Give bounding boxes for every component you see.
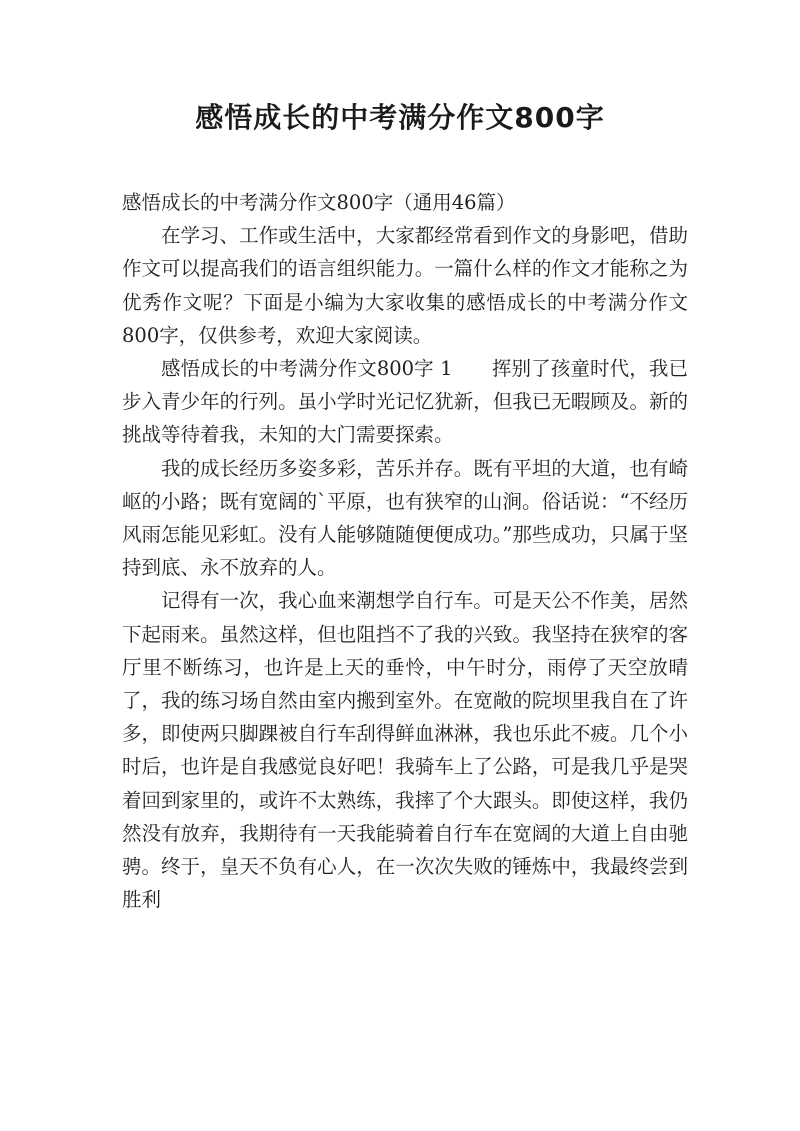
essay-1-opening-paragraph: 感悟成长的中考满分作文800字 1 挥别了孩童时代，我已步入青少年的行列。虽小学时光记忆犹新，但我已无暇顾及。新的挑战等待着我，未知的大门需要探索。: [122, 357, 688, 447]
essay-1-paragraph-3: 记得有一次，我心血来潮想学自行车。可是天公不作美，居然下起雨来。虽然这样，但也阻挡不了我的兴致。我坚持在狭窄的客厅里不断练习，也许是上天的垂怜，中午时分，雨停了天空放晴了，我的练习场自然由室内搬到室外。在宽敞的院坝里我自在了许多，即使两只脚踝被自行车刮得鲜血淋淋，我也乐此不疲。几个小时后，也许是自我感觉良好吧！我骑车上了公路，可是我几乎是哭着回到家里的，或许不太熟练，我摔了个大跟头。即使这样，我仍然没有放弃，我期待有一天我能骑着自行车在宽阔的大道上自由驰骋。终于，皇天不负有心人，在一次次失败的锤炼中，我最终尝到胜利: [122, 589, 688, 912]
essay-1-paragraph-2: 我的成长经历多姿多彩，苦乐并存。既有平坦的大道，也有崎岖的小路；既有宽阔的`平原，也有狭窄的山涧。俗话说：“不经历风雨怎能见彩虹。没有人能够随随便便成功。”那些成功，只属于坚持到底、永不放弃的人。: [122, 456, 688, 580]
subtitle-line: 感悟成长的中考满分作文800字（通用46篇）: [122, 191, 516, 214]
document-body: [122, 186, 688, 916]
intro-paragraph: 在学习、工作或生活中，大家都经常看到作文的身影吧，借助作文可以提高我们的语言组织能力。一篇什么样的作文才能称之为优秀作文呢？下面是小编为大家收集的感悟成长的中考满分作文800字，仅供参考，欢迎大家阅读。: [122, 224, 688, 347]
document-title: 感悟成长的中考满分作文800字: [195, 101, 605, 134]
